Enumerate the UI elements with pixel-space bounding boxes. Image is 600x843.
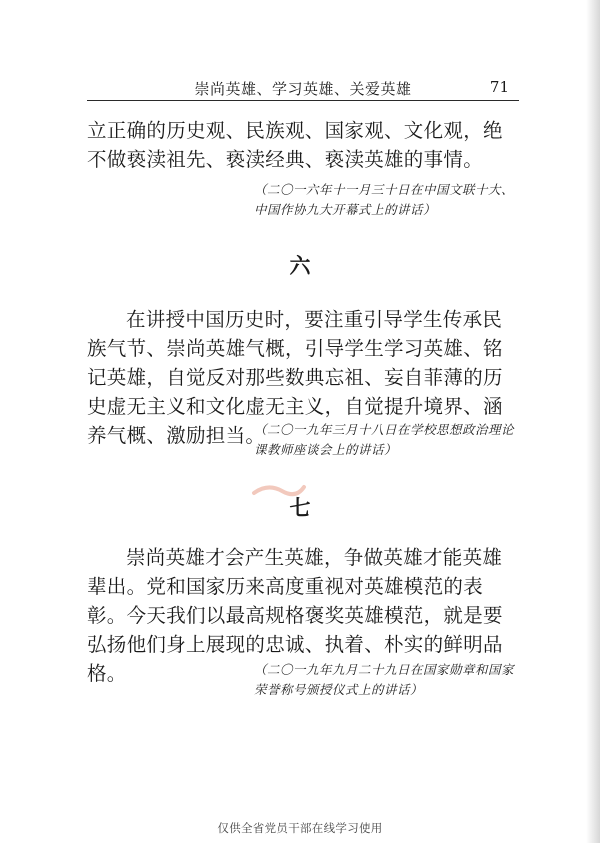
paragraph-1: 立正确的历史观、民族观、国家观、文化观，绝不做亵渎祖先、亵渎经典、亵渎英雄的事情。 bbox=[87, 119, 503, 171]
page-number: 71 bbox=[489, 78, 509, 96]
source-note-2: （二〇一九年三月十八日在学校思想政治理论课教师座谈会上的讲话） bbox=[254, 422, 515, 457]
section-heading-7: 七 bbox=[289, 495, 311, 520]
page-edge-shadow bbox=[586, 0, 600, 843]
section-heading-6: 六 bbox=[289, 253, 311, 278]
running-header bbox=[87, 76, 519, 101]
paragraph-3: 崇尚英雄才会产生英雄，争做英雄才能英雄辈出。党和国家历来高度重视对英雄模范的表彰。今天我们以最高规格褒奖英雄模范，就是要弘扬他们身上展现的忠诚、执着、朴实的鲜明品格。 bbox=[87, 546, 503, 685]
footer-notice: 仅供全省党员干部在线学习使用 bbox=[217, 821, 383, 835]
source-note-1: （二〇一六年十一月三十日在中国文联十大、中国作协九大开幕式上的讲话） bbox=[254, 182, 515, 217]
source-note-3: （二〇一九年九月二十九日在国家勋章和国家荣誉称号颁授仪式上的讲话） bbox=[254, 662, 515, 697]
running-title: 崇尚英雄、学习英雄、关爱英雄 bbox=[194, 80, 412, 98]
paragraph-2: 在讲授中国历史时，要注重引导学生传承民族气节、崇尚英雄气概，引导学生学习英雄、铭记英雄，自觉反对那些数典忘祖、妄自菲薄的历史虚无主义和文化虚无主义，自觉提升境界、涵养气概、激励担当。 bbox=[87, 308, 503, 447]
